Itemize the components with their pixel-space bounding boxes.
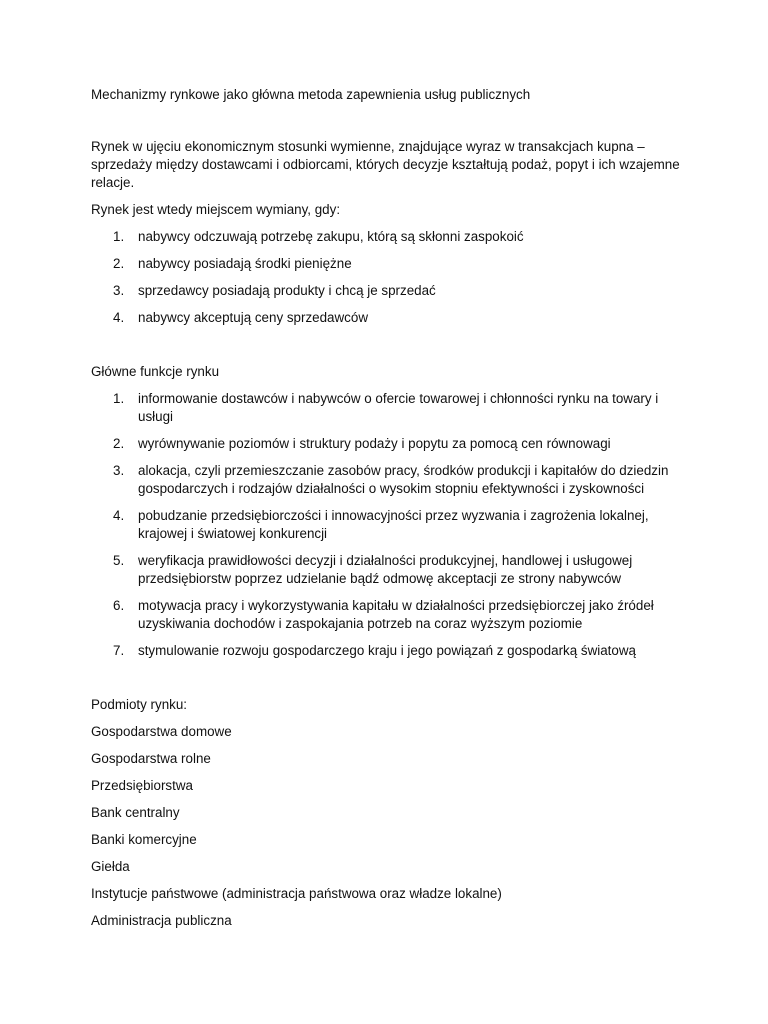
document-title: Mechanizmy rynkowe jako główna metoda zapewnienia usług publicznych <box>91 87 531 102</box>
list-item-text: nabywcy odczuwają potrzebę zakupu, którą są skłonni zaspokoić <box>138 229 524 244</box>
list-item <box>91 255 681 273</box>
list-item <box>91 282 681 300</box>
list-item: Banki komercyjne <box>91 832 197 847</box>
list-item <box>91 552 681 588</box>
list-item-text: wyrównywanie poziomów i struktury podaży i popytu za pomocą cen równowagi <box>138 436 611 451</box>
list-item <box>91 642 681 660</box>
functions-list <box>91 390 681 660</box>
list-item-text: nabywcy akceptują ceny sprzedawców <box>138 310 368 325</box>
subjects-heading: Podmioty rynku: <box>91 697 188 712</box>
conditions-list <box>91 228 681 327</box>
list-number: 5. <box>113 553 125 568</box>
list-item <box>91 309 681 327</box>
list-number: 7. <box>113 643 125 658</box>
list-item: Gospodarstwa domowe <box>91 724 232 739</box>
list-item-text: informowanie dostawców i nabywców o ofercie towarowej i chłonności rynku na towary i usługi <box>138 391 659 424</box>
list-item: Przedsiębiorstwa <box>91 778 193 793</box>
list-item-text: sprzedawcy posiadają produkty i chcą je sprzedać <box>138 283 436 298</box>
list-item-text: alokacja, czyli przemieszczanie zasobów pracy, środków produkcji i kapitałów do dziedzin gospodarczych i rodzajów działalności o wysokim stopniu efektywności i zyskowności <box>138 463 669 496</box>
list-number: 1. <box>113 391 125 406</box>
subjects-list <box>91 723 681 930</box>
market-definition-paragraph: Rynek w ujęciu ekonomicznym stosunki wymienne, znajdujące wyraz w transakcjach kupna – sprzedaży między dostawcami i odbiorcami, których decyzje kształtują podaż, popyt i ich wzajemne relacje. <box>91 139 680 190</box>
list-item: Administracja publiczna <box>91 913 232 928</box>
list-item-text: motywacja pracy i wykorzystywania kapitału w działalności przedsiębiorczej jako źródeł uzyskiwania dochodów i zaspokajania potrzeb na coraz wyższym poziomie <box>138 598 654 631</box>
list-number: 1. <box>113 229 125 244</box>
list-number: 2. <box>113 436 125 451</box>
conditions-intro: Rynek jest wtedy miejscem wymiany, gdy: <box>91 202 341 217</box>
list-item <box>91 462 681 498</box>
list-item-text: stymulowanie rozwoju gospodarczego kraju i jego powiązań z gospodarką światową <box>138 643 636 658</box>
list-item <box>91 507 681 543</box>
list-number: 3. <box>113 463 125 478</box>
list-item: Gospodarstwa rolne <box>91 751 211 766</box>
list-number: 2. <box>113 256 125 271</box>
list-item: Bank centralny <box>91 805 180 820</box>
list-number: 4. <box>113 310 125 325</box>
list-number: 6. <box>113 598 125 613</box>
list-item-text: nabywcy posiadają środki pieniężne <box>138 256 352 271</box>
list-item-text: pobudzanie przedsiębiorczości i innowacyjności przez wyzwania i zagrożenia lokalnej, krajowej i światowej konkurencji <box>138 508 649 541</box>
list-item <box>91 228 681 246</box>
list-number: 3. <box>113 283 125 298</box>
list-item: Instytucje państwowe (administracja państwowa oraz władze lokalne) <box>91 886 502 901</box>
functions-heading: Główne funkcje rynku <box>91 364 220 379</box>
list-item <box>91 390 681 426</box>
list-number: 4. <box>113 508 125 523</box>
document-body <box>91 86 681 939</box>
list-item <box>91 597 681 633</box>
list-item <box>91 435 681 453</box>
list-item: Giełda <box>91 859 130 874</box>
list-item-text: weryfikacja prawidłowości decyzji i działalności produkcyjnej, handlowej i usługowej przedsiębiorstw poprzez udzielanie bądź odmowę akceptacji ze strony nabywców <box>138 553 633 586</box>
